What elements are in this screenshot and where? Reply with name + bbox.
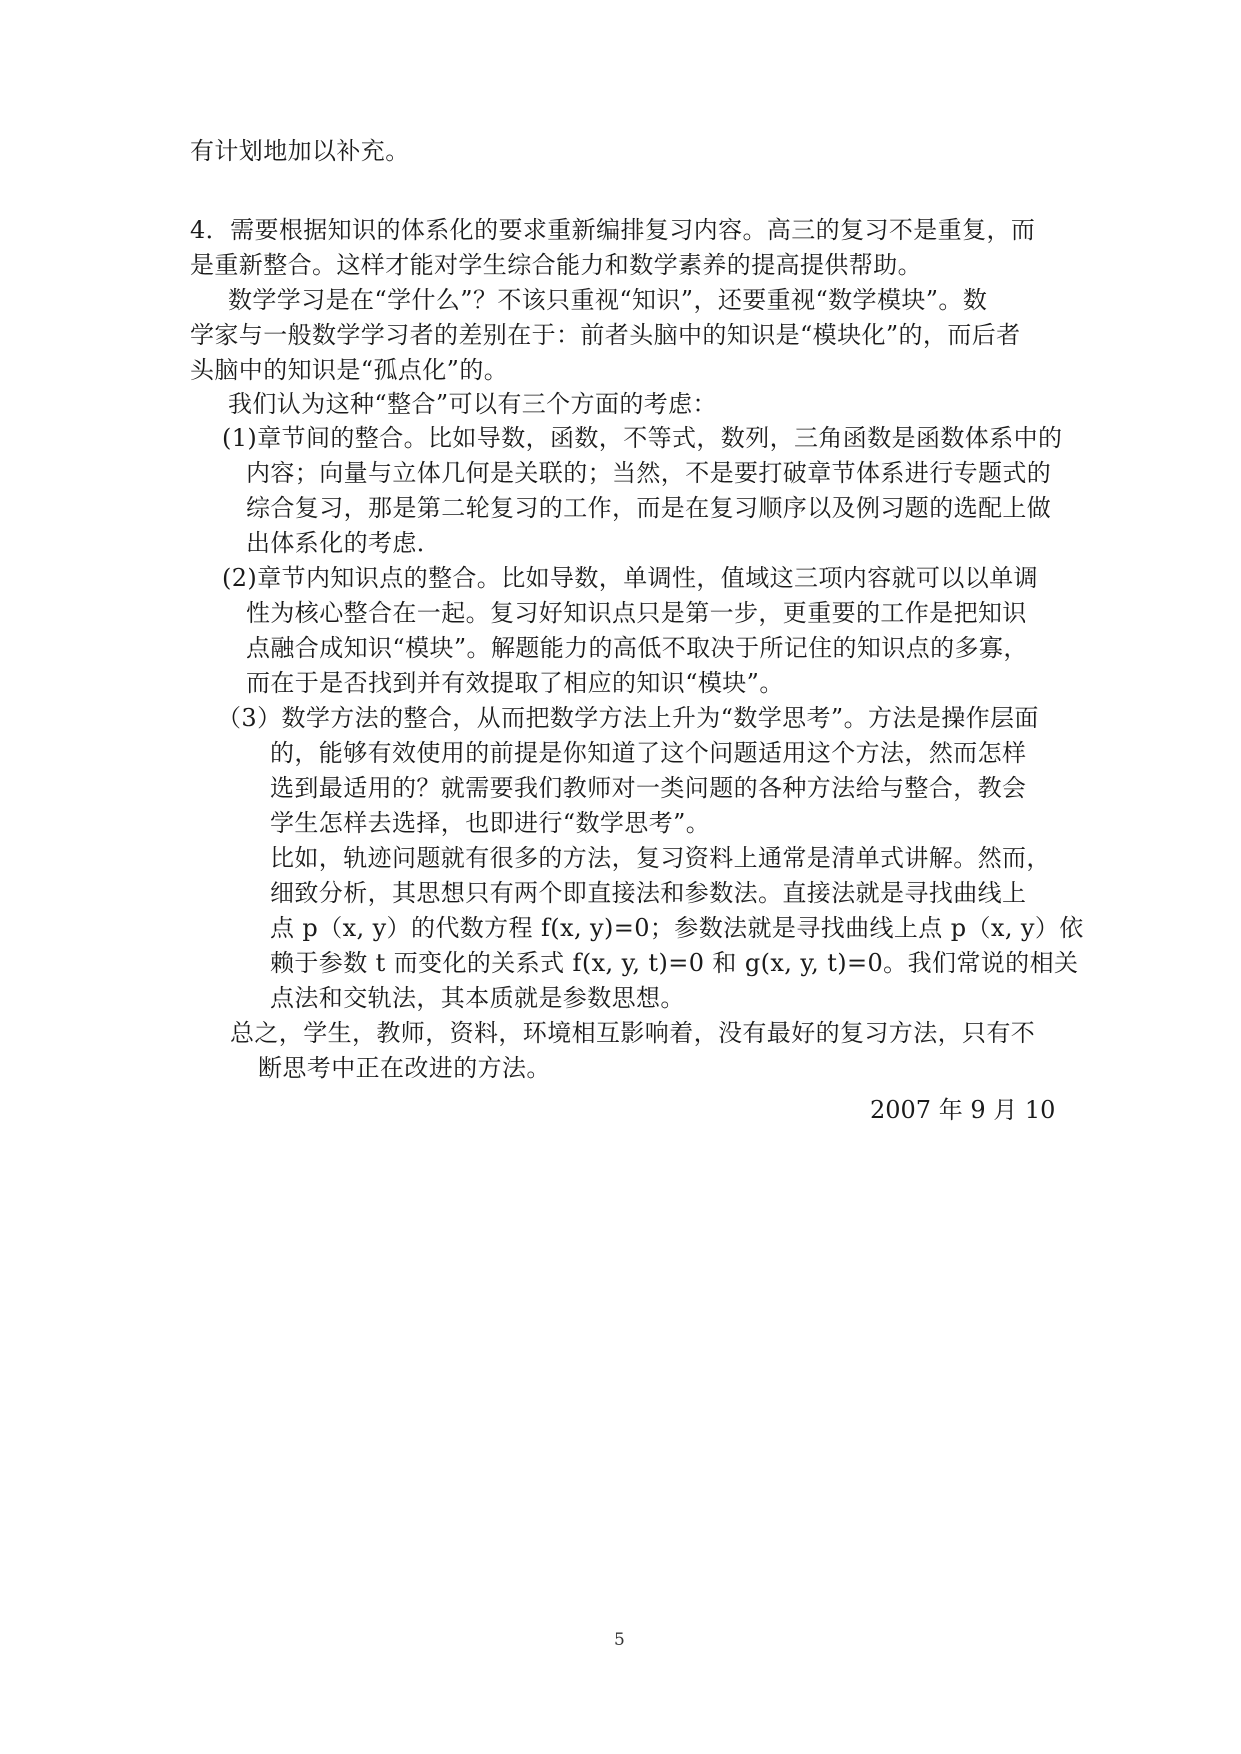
text-line: 我们认为这种“整合”可以有三个方面的考虑： (228, 390, 717, 418)
text-line: （3）数学方法的整合，从而把数学方法上升为“数学思考”。方法是操作层面 (217, 704, 1039, 732)
text-line: 是重新整合。这样才能对学生综合能力和数学素养的提高提供帮助。 (190, 251, 922, 279)
text-line: 点融合成知识“模块”。解题能力的高低不取决于所记住的知识点的多寡， (246, 634, 1028, 662)
text-line: 出体系化的考虑． (246, 529, 442, 557)
text-line: 学生怎样去选择，也即进行“数学思考”。 (270, 809, 711, 837)
text-line: 总之，学生，教师，资料，环境相互影响着，没有最好的复习方法，只有不 (230, 1019, 1036, 1047)
text-line: 而在于是否找到并有效提取了相应的知识“模块”。 (246, 669, 784, 697)
text-line: 内容；向量与立体几何是关联的；当然，不是要打破章节体系进行专题式的 (246, 459, 1052, 487)
text-line: 赖于参数 t 而变化的关系式 f(x, y, t)=0 和 g(x, y, t)=0。我们常说的相关 (270, 949, 1079, 977)
text-line: 选到最适用的？就需要我们教师对一类问题的各种方法给与整合，教会 (270, 774, 1027, 802)
text-line: (2)章节内知识点的整合。比如导数，单调性，值域这三项内容就可以以单调 (222, 564, 1038, 592)
text-line: (1)章节间的整合。比如导数，函数，不等式，数列，三角函数是函数体系中的 (222, 424, 1063, 452)
text-line: 4．需要根据知识的体系化的要求重新编排复习内容。高三的复习不是重复，而 (190, 216, 1036, 244)
text-line: 细致分析，其思想只有两个即直接法和参数法。直接法就是寻找曲线上 (270, 879, 1027, 907)
text-line: 学家与一般数学学习者的差别在于：前者头脑中的知识是“模块化”的，而后者 (190, 321, 1021, 349)
text-line: 综合复习，那是第二轮复习的工作，而是在复习顺序以及例习题的选配上做 (246, 494, 1052, 522)
text-line: 点 p（x, y）的代数方程 f(x, y)=0；参数法就是寻找曲线上点 p（x, y）依 (270, 914, 1084, 942)
text-line: 有计划地加以补充。 (190, 137, 410, 165)
text-line: 头脑中的知识是“孤点化”的。 (190, 356, 509, 384)
text-line: 比如，轨迹问题就有很多的方法，复习资料上通常是清单式讲解。然而， (270, 844, 1051, 872)
text-line: 断思考中正在改进的方法。 (258, 1054, 551, 1082)
text-line: 性为核心整合在一起。复习好知识点只是第一步，更重要的工作是把知识 (246, 599, 1027, 627)
text-line: 的，能够有效使用的前提是你知道了这个问题适用这个方法，然而怎样 (270, 739, 1027, 767)
text-line: 数学学习是在“学什么”？不该只重视“知识”，还要重视“数学模块”。数 (228, 286, 988, 314)
document-date: 2007 年 9 月 10 (870, 1096, 1056, 1124)
text-line: 点法和交轨法，其本质就是参数思想。 (270, 984, 685, 1012)
page-number: 5 (614, 1630, 625, 1650)
